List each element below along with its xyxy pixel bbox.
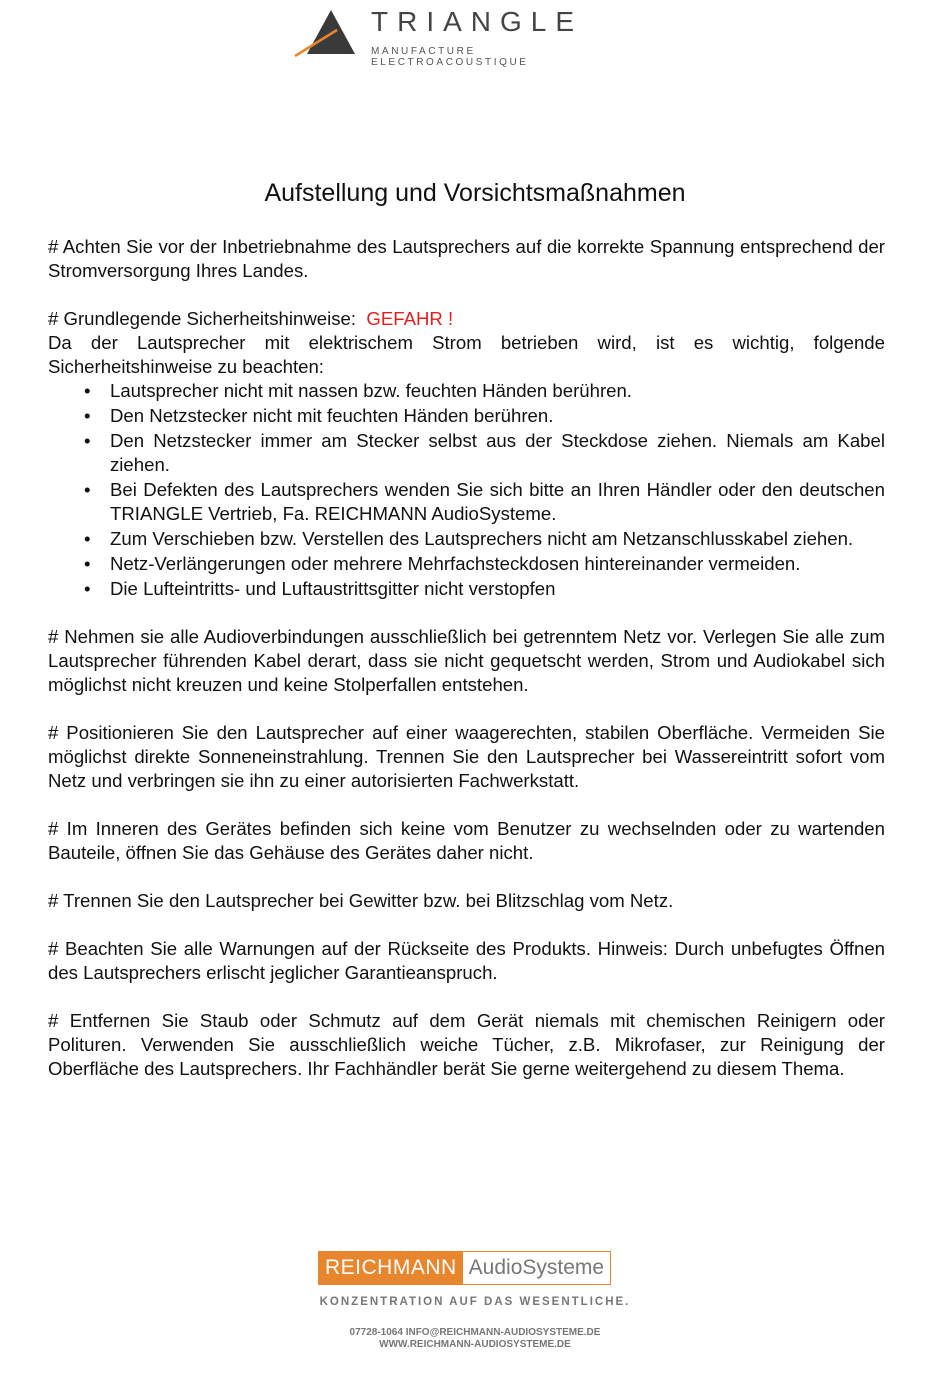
contact-phone-email: 07728-1064 INFO@REICHMANN-AUDIOSYSTEME.DE — [349, 1327, 601, 1338]
list-item: • Bei Defekten des Lautsprechers wenden Sie sich bitte an Ihren Händler oder den deutschen TRIANGLE Vertrieb, Fa. REICHMANN AudioSysteme. — [48, 478, 885, 526]
paragraph-thunderstorm: # Trennen Sie den Lautsprecher bei Gewitter bzw. bei Blitzschlag vom Netz. — [48, 890, 674, 911]
contact-website: WWW.REICHMANN-AUDIOSYSTEME.DE — [379, 1339, 571, 1350]
document-body — [48, 235, 885, 1105]
paragraph-connections: # Nehmen sie alle Audioverbindungen ausschließlich bei getrenntem Netz vor. Verlegen Sie alle zum Lautsprecher führenden Kabel derart, dass sie nicht gequetscht werden, Strom und Audiokabel sich möglichst nicht kreuzen und keine Stolperfallen entstehen. — [48, 626, 885, 695]
reichmann-logo — [318, 1251, 611, 1285]
brand-tagline: MANUFACTURE ELECTROACOUSTIQUE — [371, 46, 529, 68]
list-item: • Den Netzstecker immer am Stecker selbst aus der Steckdose ziehen. Niemals am Kabel ziehen. — [48, 429, 885, 477]
triangle-logo — [293, 6, 633, 68]
list-item: • Lautsprecher nicht mit nassen bzw. feuchten Händen berühren. — [48, 379, 885, 403]
paragraph-cleaning: # Entfernen Sie Staub oder Schmutz auf dem Gerät niemals mit chemischen Reinigern oder Polituren. Verwenden Sie ausschließlich weiche Tücher, z.B. Mikrofaser, zur Reinigung der Oberfläche des Lautsprechers. Ihr Fachhändler berät Sie gerne weitergehend zu diesem Thema. — [48, 1010, 885, 1079]
paragraph-safety-intro: Da der Lautsprecher mit elektrischem Strom betrieben wird, ist es wichtig, folgende Sicherheitshinweise zu beachten: — [48, 332, 885, 377]
paragraph-positioning: # Positionieren Sie den Lautsprecher auf einer waagerechten, stabilen Oberfläche. Vermeiden Sie möglichst direkte Sonneneinstrahlung. Trennen Sie den Lautsprecher bei Wassereintritt sofort vom Netz und verbringen sie ihn zu einer autorisierten Fachwerkstatt. — [48, 722, 885, 791]
safety-heading-text: # Grundlegende Sicherheitshinweise: — [48, 308, 357, 329]
footer-claim: KONZENTRATION AUF DAS WESENTLICHE. — [319, 1296, 631, 1308]
list-item: • Die Lufteintritts- und Luftaustrittsgitter nicht verstopfen — [48, 577, 885, 601]
footer-contact — [0, 1327, 950, 1351]
reichmann-logo-part1: REICHMANN — [319, 1252, 463, 1284]
reichmann-logo-part2: AudioSysteme — [463, 1252, 610, 1284]
page-title: Aufstellung und Vorsichtsmaßnahmen — [264, 179, 686, 207]
paragraph-safety-heading — [48, 307, 885, 331]
paragraph-internals: # Im Inneren des Gerätes befinden sich keine vom Benutzer zu wechselnden oder zu wartenden Bauteile, öffnen Sie das Gehäuse des Gerätes daher nicht. — [48, 818, 885, 863]
list-item: • Netz-Verlängerungen oder mehrere Mehrfachsteckdosen hintereinander vermeiden. — [48, 552, 885, 576]
triangle-logo-icon — [293, 8, 363, 60]
brand-name: TRIANGLE — [371, 6, 584, 37]
safety-list — [48, 379, 885, 601]
list-item: • Zum Verschieben bzw. Verstellen des Lautsprechers nicht am Netzanschlusskabel ziehen. — [48, 527, 885, 551]
list-item: • Den Netzstecker nicht mit feuchten Händen berühren. — [48, 404, 885, 428]
paragraph-voltage: # Achten Sie vor der Inbetriebnahme des Lautsprechers auf die korrekte Spannung entsprechend der Stromversorgung Ihres Landes. — [48, 236, 885, 281]
danger-label: GEFAHR ! — [366, 308, 454, 329]
paragraph-warnings: # Beachten Sie alle Warnungen auf der Rückseite des Produkts. Hinweis: Durch unbefugtes Öffnen des Lautsprechers erlischt jeglicher Garantieanspruch. — [48, 938, 885, 983]
